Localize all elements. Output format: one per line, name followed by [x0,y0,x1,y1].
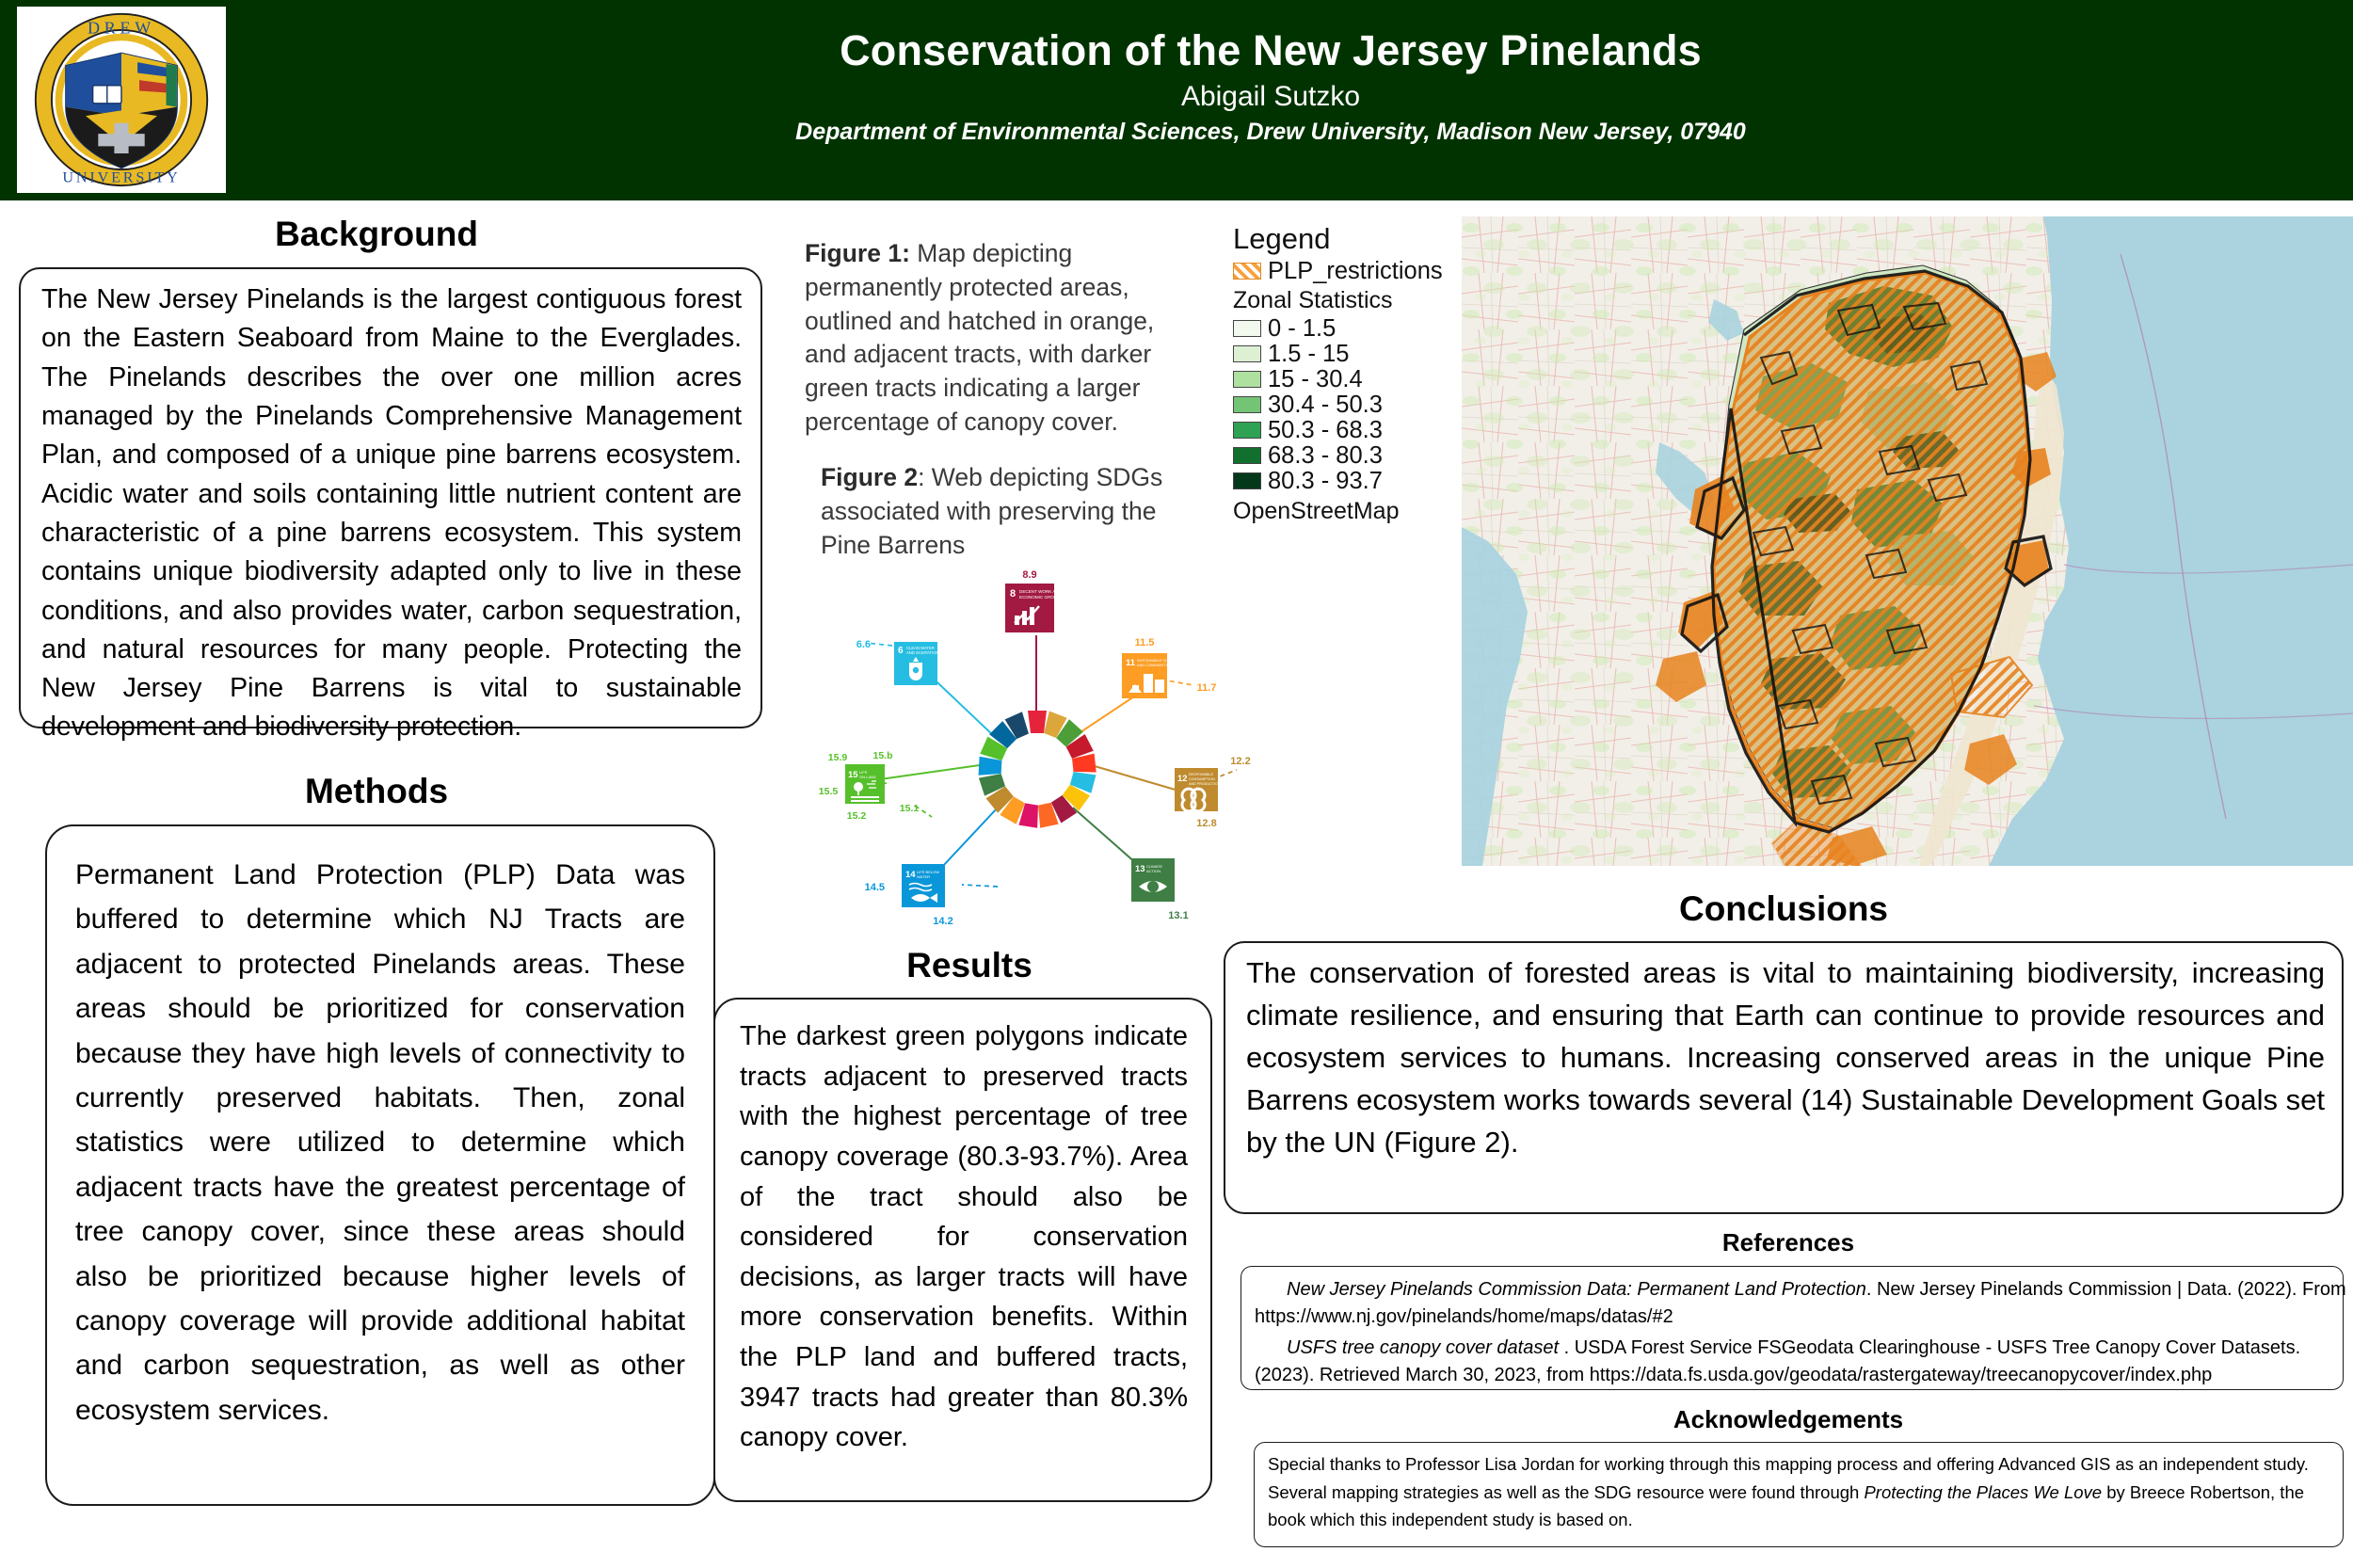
svg-text:RESPONSIBLE: RESPONSIBLE [1189,773,1214,776]
figure2-label: Figure 2 [821,463,919,491]
sdg-target-11-5: 11.5 [1134,637,1155,648]
svg-text:12: 12 [1177,774,1188,784]
sdg-link-12 [1088,764,1178,791]
university-logo [17,7,226,193]
legend-label-class-3: 30.4 - 50.3 [1268,391,1383,418]
sdg-node-12 [1175,756,1251,829]
color-swatch-icon [1233,320,1261,337]
reference-detail: . New Jersey Pinelands Commission | Data. (2022). From https://www.nj.gov/pinelands/home/maps/datas/#2 [1255,1279,2346,1327]
sdg-node-15 [819,750,920,822]
svg-text:WATER: WATER [917,874,930,879]
hatch-swatch-icon [1233,263,1261,280]
svg-text:UNIVERSITY: UNIVERSITY [62,169,181,186]
sdg-node-6 [856,639,939,685]
legend-label-class-1: 1.5 - 15 [1268,340,1350,367]
sdg-node-8 [1005,569,1064,632]
map-graphic [1462,216,2353,866]
results-text: The darkest green polygons indicate tracts adjacent to preserved tracts with the highest percentage of tree canopy coverage (80.3-93.7%). Area of the tract should also be considered for conservation decisions, as larger tracts will have more conservation benefits. Within the PLP land and buffered tracts, 3947 tracts had greater than 80.3% canopy cover. [740,1021,1188,1453]
legend-row-class-1 [1233,341,1468,366]
sdg-target-13-1: 13.1 [1168,910,1189,921]
basemap-credit: OpenStreetMap [1233,498,1400,525]
sdg-target-14-5: 14.5 [864,882,885,893]
conclusions-box [1224,941,2344,1214]
ack-part-2: by Breece Robertson, the book which this independent study is based on. [1268,1481,2305,1530]
methods-text: Permanent Land Protection (PLP) Data was buffered to determine which NJ Tracts are adjacent to protected Pinelands areas. These areas should be prioritized for conservation because they have high levels of connectivity to currently preserved habitats. Then, zonal statistics were utilized to determine which adjacent tracts have the greatest percentage of tree canopy cover, since these areas should also be prioritized because higher levels of canopy coverage will provide additional habitat and carbon sequestration, as well as other ecosystem services. [75,859,685,1426]
acknowledgements-text [1255,1450,2345,1534]
figure1-caption [805,237,1200,440]
acknowledgements-heading: Acknowledgements [1673,1405,1904,1433]
results-box [713,998,1212,1502]
conclusions-heading: Conclusions [1678,889,1889,928]
svg-text:11: 11 [1126,658,1136,668]
results-heading: Results [906,946,1032,984]
figure2-caption [821,461,1197,562]
svg-text:AND COMMUNITIES: AND COMMUNITIES [1137,663,1172,667]
legend-label-class-5: 68.3 - 80.3 [1268,441,1383,469]
sdg-node-11 [1122,637,1216,698]
sdg-target-12-2: 12.2 [1230,756,1251,767]
sdg-web-diagram [772,565,1280,941]
svg-text:DREW: DREW [87,18,156,38]
legend-row-class-2 [1233,366,1468,392]
background-box [19,267,762,743]
drew-university-seal-icon [32,10,211,189]
sdg-target-15-9: 15.9 [827,752,848,763]
legend-row-class-4 [1233,417,1468,442]
ack-book-title: Protecting the Places We Love [1864,1481,2103,1502]
reference-detail: . USDA Forest Service FSGeodata Clearinghouse - USFS Tree Canopy Cover Datasets. (2023). Retrieved March 30, 2023, from https://data.fs.usda.gov/geodata/rastergateway/treecanopycover/index.php [1255,1337,2301,1385]
svg-text:6: 6 [898,646,904,656]
reference-title: USFS tree canopy cover dataset [1287,1337,1564,1358]
color-swatch-icon [1233,345,1261,362]
figure1-label: Figure 1: [805,239,910,267]
svg-text:LIFE: LIFE [859,770,868,775]
figure2-caption-text: : Web depicting SDGs associated with preserving the Pine Barrens [821,463,1163,559]
color-swatch-icon [1233,447,1261,464]
color-swatch-icon [1233,371,1261,388]
poster-header [0,0,2353,200]
svg-text:CONSUMPTION: CONSUMPTION [1189,777,1215,781]
legend-row-class-0 [1233,315,1468,341]
legend-label-class-6: 80.3 - 93.7 [1268,467,1383,494]
sdg-target-15-1: 15.1 [899,803,920,814]
svg-text:CLEAN WATER: CLEAN WATER [906,646,935,650]
svg-text:ECONOMIC GROWTH: ECONOMIC GROWTH [1019,595,1064,600]
svg-text:ACTION: ACTION [1146,869,1161,873]
sdg-node-14 [865,864,953,927]
reference-item [1241,1276,2353,1331]
reference-item [1241,1335,2353,1389]
figure1-caption-text: Map depicting permanently protected areas, outlined and hatched in orange, and adjacent tracts, with darker green tracts indicating a larger percentage of canopy cover. [805,239,1155,436]
sdg-target-6-6: 6.6 [856,639,871,650]
sdg-link-14 [943,808,998,866]
conclusions-text: The conservation of forested areas is vital to maintaining biodiversity, increasing climate resilience, and ensuring that Earth can continue to provide resources and ecosystem services to humans. Increasing conserved areas in the unique Pine Barrens ecosystem works towards several (14) Sustainable Development Goals set by the UN (Figure 2). [1246,956,2325,1159]
header-text-block [376,13,2165,146]
reference-title: New Jersey Pinelands Commission Data: Permanent Land Protection [1287,1279,1866,1300]
legend-label-plp: PLP_restrictions [1268,258,1443,285]
svg-text:13: 13 [1135,864,1145,874]
svg-text:AND PRODUCTION: AND PRODUCTION [1189,782,1221,786]
legend-row-class-5 [1233,442,1468,468]
color-swatch-icon [1233,396,1261,413]
page-title: Conservation of the New Jersey Pinelands [840,26,1702,74]
sdg-web-graphic [772,565,1280,941]
sdg-target-8-9: 8.9 [1022,569,1037,581]
svg-text:ON LAND: ON LAND [859,775,876,779]
methods-box [45,824,715,1506]
legend-subtitle-zonal: Zonal Statistics [1233,286,1393,313]
color-swatch-icon [1233,422,1261,439]
sdg-link-13 [1073,808,1137,864]
sdg-target-15-5: 15.5 [818,786,839,797]
svg-text:8: 8 [1010,588,1016,600]
legend-title: Legend [1233,222,1331,255]
sdg-target-15-b: 15.b [872,750,893,761]
legend-row-plp [1233,259,1468,284]
svg-text:DECENT WORK AND: DECENT WORK AND [1019,589,1063,594]
sdg-target-14-2: 14.2 [933,916,953,927]
legend-label-class-4: 50.3 - 68.3 [1268,416,1383,443]
sdg-link-15 [880,764,986,779]
sdg-target-15-2: 15.2 [846,810,867,822]
author-name: Abigail Sutzko [1180,81,1361,113]
acknowledgements-box [1254,1442,2344,1547]
legend-label-class-0: 0 - 1.5 [1268,314,1337,342]
author-affiliation: Department of Environmental Sciences, Drew University, Madison New Jersey, 07940 [795,119,1746,146]
sdg-target-12-8: 12.8 [1196,818,1217,829]
background-heading: Background [275,215,478,253]
pinelands-map [1462,216,2353,866]
sdg-target-11-7: 11.7 [1196,682,1217,694]
legend-row-class-3 [1233,392,1468,417]
svg-text:14: 14 [905,870,916,880]
svg-text:LIFE BELOW: LIFE BELOW [917,870,940,874]
svg-text:CLIMATE: CLIMATE [1146,864,1163,869]
sdg-node-13 [1131,858,1189,921]
sdg-wheel-icon [979,711,1096,828]
svg-text:15: 15 [848,770,858,780]
map-legend [1233,224,1468,525]
color-swatch-icon [1233,472,1261,489]
references-heading: References [1721,1228,1855,1256]
ack-part-1: Special thanks to Professor Lisa Jordan for working through this mapping process and offering Advanced GIS as an independent study. Several mapping strategies as well as the SDG resource were found through [1268,1454,2309,1502]
legend-label-class-2: 15 - 30.4 [1268,365,1363,392]
legend-row-class-6 [1233,468,1468,493]
svg-text:AND SANITATION: AND SANITATION [906,650,939,655]
background-text: The New Jersey Pinelands is the largest contiguous forest on the Eastern Seaboard from Maine to the Everglades. The Pinelands describes the over one million acres managed by the Pinelands Comprehensive Management Plan, and composed of a unique pine barrens ecosystem. Acidic water and soils containing little nutrient content are characteristic of a pine barrens ecosystem. This system contains unique biodiversity adapted only to live in these conditions, and also provides water, carbon sequestration, and natural resources for many people. Protecting the New Jersey Pine Barrens is vital to sustainable development and biodiversity protection. [41,284,742,743]
methods-heading: Methods [304,772,449,810]
svg-text:SUSTAINABLE CITIES: SUSTAINABLE CITIES [1137,658,1176,663]
references-box [1241,1266,2344,1390]
